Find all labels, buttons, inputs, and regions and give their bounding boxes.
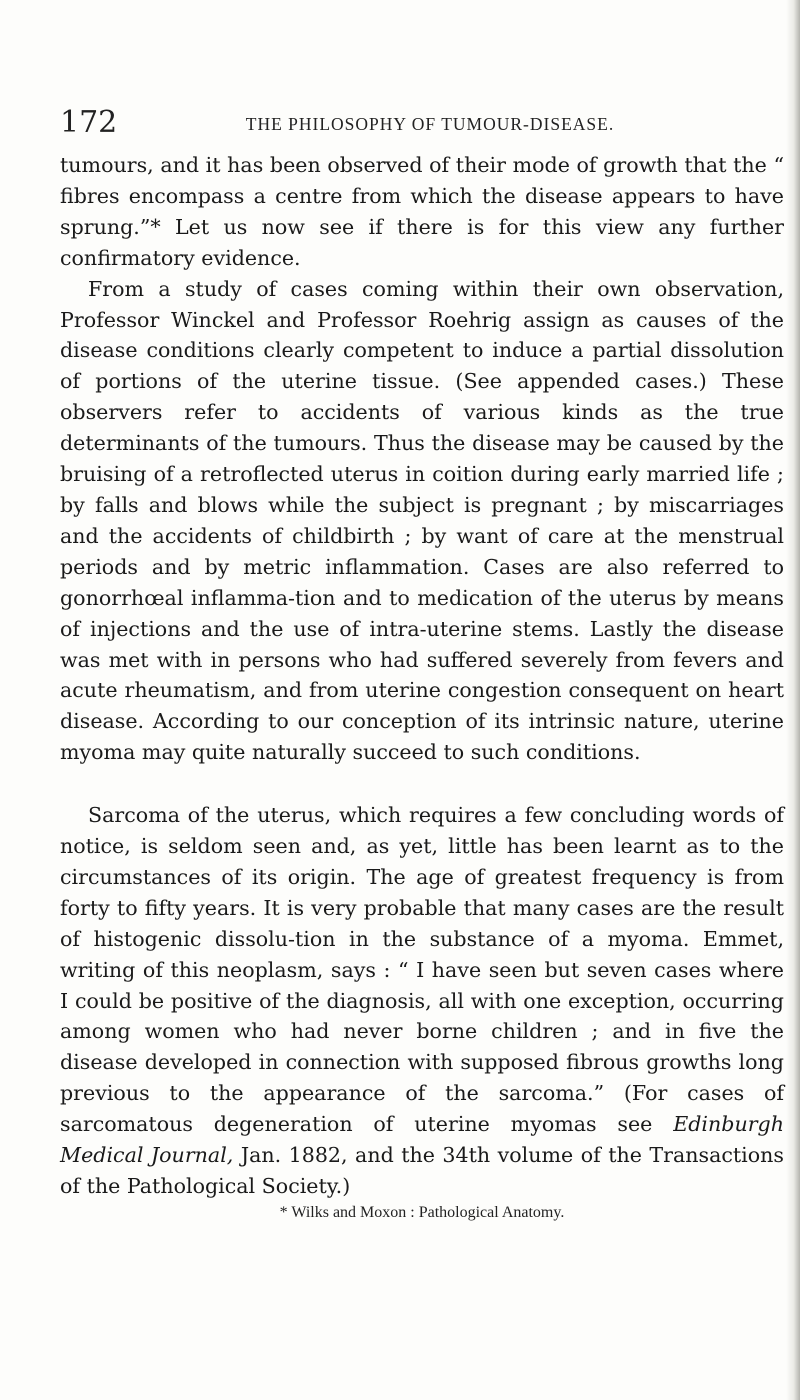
running-head: THE PHILOSOPHY OF TUMOUR-DISEASE.: [245, 114, 615, 134]
paragraph-3-text: Sarcoma of the uterus, which requires a few concluding words of notice, is seldom seen and, as yet, little has been learnt as to the circumstances of its origin. The age of greatest frequency is from forty to fifty years. It is very probable that many cases are the result of histogenic dissolu-tion in the substance of a myoma. Emmet, writing of this neoplasm, says : “ I have seen but seven cases where I could be positive of the diagnosis, all with one exception, occurring among women who had never borne children ; and in five the disease developed in connection with supposed fibrous growths long previous to the appearance of the sarcoma.” (For cases of sarcomatous degeneration of uterine myomas see: [60, 803, 784, 1137]
paragraph-3-tail: Jan. 1882, and the 34th volume of the Transactions of the Pathological Society.): [60, 1143, 784, 1198]
paragraph-1: tumours, and it has been observed of their mode of growth that the “ fibres encompass a centre from which the disease appears to have sprung.”* Let us now see if there is for this view any further confirmatory evidence.: [60, 153, 784, 270]
page-number: 172: [60, 105, 118, 140]
page-edge-shadow: [786, 0, 800, 1400]
body-text: [60, 150, 784, 1224]
page-header: [60, 106, 760, 140]
journal-title: Edinburgh Medical Journal,: [60, 1112, 785, 1168]
paragraph-3: [60, 800, 784, 1202]
footnote: * Wilks and Moxon : Pathological Anatomy.: [279, 1203, 565, 1221]
paragraph-2: From a study of cases coming within their own observation, Professor Winckel and Professor Roehrig assign as causes of the disease conditions clearly competent to induce a partial dissolution of portions of the uterine tissue. (See appended cases.) These observers refer to accidents of various kinds as the true determinants of the tumours. Thus the disease may be caused by the bruising of a retroflected uterus in coition during early married life ; by falls and blows while the subject is pregnant ; by miscarriages and the accidents of childbirth ; by want of care at the menstrual periods and by metric inflammation. Cases are also referred to gonorrhœal inflamma-tion and to medication of the uterus by means of injections and the use of intra-uterine stems. Lastly the disease was met with in persons who had suffered severely from fevers and acute rheumatism, and from uterine congestion consequent on heart disease. According to our conception of its intrinsic nature, uterine myoma may quite naturally succeed to such conditions.: [60, 276, 784, 765]
